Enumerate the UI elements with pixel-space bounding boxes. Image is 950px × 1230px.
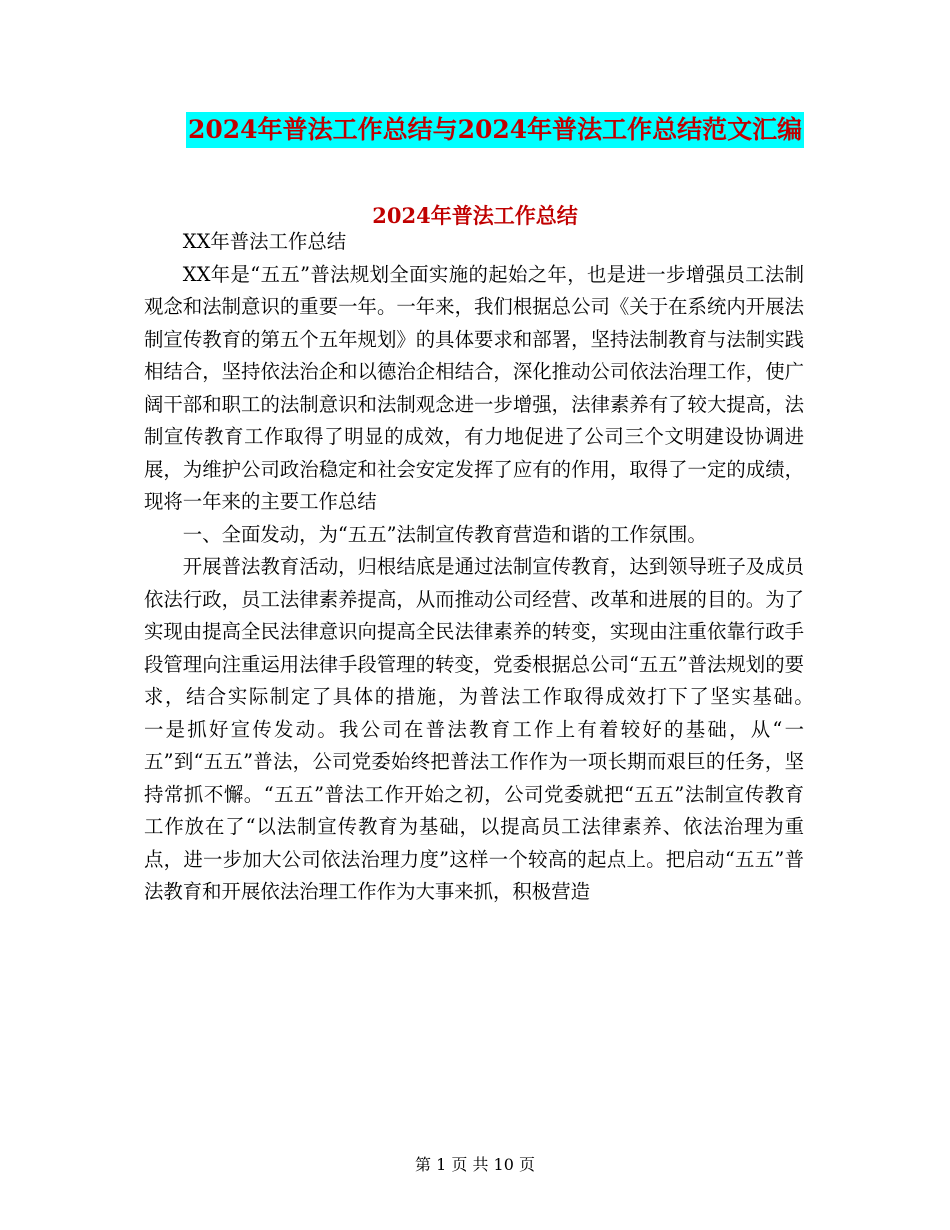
paragraph-subheading: 一、全面发动，为“五五”法制宣传教育营造和谐的工作氛围。: [182, 522, 707, 546]
section-title: 2024年普法工作总结: [372, 203, 578, 228]
paragraph: 开展普法教育活动，归根结底是通过法制宣传教育，达到领导班子及成员依法行政，员工法律素养提高，从而推动公司经营、改革和进展的目的。为了实现由提高全民法律意识向提高全民法律素养的转变，实现由注重依靠行政手段管理向注重运用法律手段管理的转变，党委根据总公司“五五”普法规划的要求，结合实际制定了具体的措施，为普法工作取得成效打下了坚实基础。 一是抓好宣传发动。我公司在普法教育工作上有着较好的基础，从“一五”到“五五”普法，公司党委始终把普法工作作为一项长期而艰巨的任务，坚持常抓不懈。“五五”普法工作开始之初，公司党委就把“五五”法制宣传教育工作放在了“以法制宣传教育为基础，以提高员工法律素养、依法治理为重点，进一步加大公司依法治理力度”这样一个较高的起点上。把启动“五五”普法教育和开展依法治理工作作为大事来抓，积极营造: [144, 555, 843, 903]
paragraph: XX年是“五五”普法规划全面实施的起始之年，也是进一步增强员工法制观念和法制意识的重要一年。一年来，我们根据总公司《关于在系统内开展法制宣传教育的第五个五年规划》的具体要求和部署，坚持法制教育与法制实践相结合，坚持依法治企和以德治企相结合，深化推动公司依法治理工作，使广阔干部和职工的法制意识和法制观念进一步增强，法律素养有了较大提高，法制宣传教育工作取得了明显的成效，有力地促进了公司三个文明建设协调进展，为维护公司政治稳定和社会安定发挥了应有的作用，取得了一定的成绩，现将一年来的主要工作总结: [144, 262, 804, 513]
page-footer: 第 1 页 共 10 页: [415, 1155, 535, 1174]
document-body: [144, 226, 843, 909]
paragraph-heading: XX年普法工作总结: [182, 230, 347, 253]
document-title: 2024年普法工作总结与2024年普法工作总结范文汇编: [186, 112, 804, 148]
